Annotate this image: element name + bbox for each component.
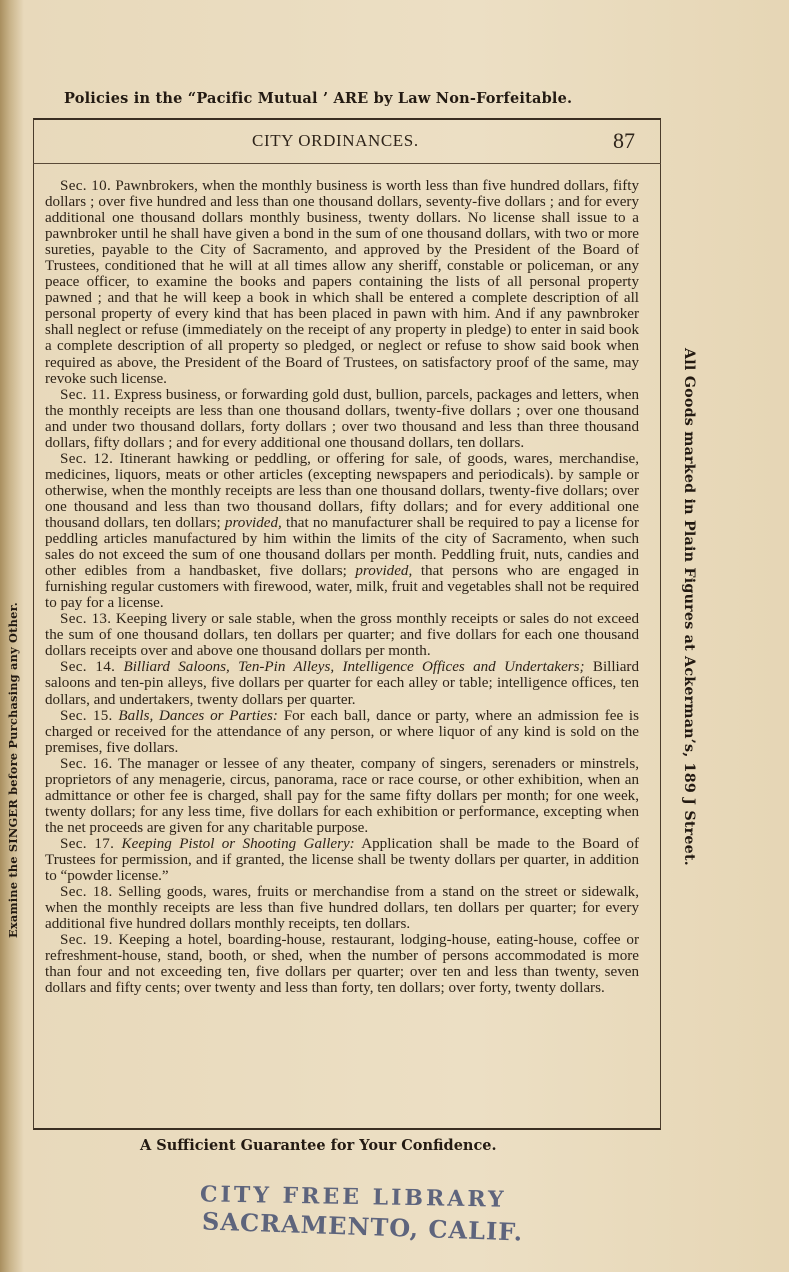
section-label: Sec. 17.: [60, 835, 115, 852]
section-text: Keeping a hotel, boarding-house, restaurant, lodging-house, eating-house, coffee or refreshment-house, stand, booth, or shed, when the number of persons accommodated is more than four and not exceeding ten, five dollars per quarter; over ten and less than twenty, seven dollars and fifty cents; over twenty and less than forty, ten dollars; over forty, twenty dollars.: [45, 932, 640, 997]
section-label: Sec. 10.: [60, 178, 112, 194]
library-stamp: [196, 1182, 536, 1262]
section-label: Sec. 18.: [60, 884, 113, 901]
provided-italic: provided,: [224, 514, 282, 531]
section-16: [45, 756, 639, 836]
section-10: [45, 178, 639, 387]
section-11: [45, 387, 639, 451]
section-text: Keeping livery or sale stable, when the gross monthly receipts or sales do not exceed the sum of one thousand dollars, ten dollars per quarter; and five dollars for each one thousand dollars receipts over and above one thousand dollars per month.: [45, 611, 639, 660]
left-margin-advertisement: [6, 378, 28, 938]
section-18: [45, 884, 639, 932]
section-label: Sec. 16.: [60, 755, 113, 772]
section-label: Sec. 12.: [60, 450, 114, 467]
stamp-line-1: CITY FREE LIBRARY: [199, 1181, 507, 1213]
page-number: 87: [613, 128, 635, 153]
stamp-line-2: SACRAMENTO, CALIF.: [201, 1206, 524, 1247]
left-advertisement-text: Examine the SINGER before Purchasing any Other.: [6, 602, 20, 938]
section-title: Billiard Saloons, Ten-Pin Alleys, Intelligence Offices and Undertakers;: [123, 659, 585, 676]
section-text: Express business, or forwarding gold dust, bullion, parcels, packages and letters, when the monthly receipts are less than one thousand dollars, twenty-five dollars ; over one thousand and under two thousand dollars, forty dollars ; over two thousand and less than three thousand dollars, fifty dollars ; and for every additional one thousand dollars, ten dollars.: [45, 386, 639, 451]
section-13: [45, 611, 639, 659]
section-15: [45, 708, 639, 756]
section-label: Sec. 15.: [60, 707, 113, 724]
section-text: Selling goods, wares, fruits or merchandise from a stand on the street or sidewalk, when the monthly receipts are less than five hundred dollars, ten dollars per quarter; for every additional five hundred dollars monthly receipts, ten dollars.: [45, 884, 639, 933]
running-head: CITY ORDINANCES.: [252, 131, 419, 150]
section-text: The manager or lessee of any theater, company of singers, serenaders or minstrels, proprietors of any menagerie, circus, panorama, race or race course, or other exhibition, when an admittance or other fee is charged, shall pay for the same fifty dollars per month; for one week, twenty dollars; for any less time, five dollars for each exhibition or performance, excepting when the net proceeds are given for any charitable purpose.: [45, 755, 639, 836]
section-12: [45, 451, 639, 611]
section-19: [45, 932, 639, 996]
section-text: Application shall be made to the Board of Trustees for permission, and if granted, the license shall be twenty dollars per quarter, in addition to “powder license.”: [45, 835, 639, 885]
ordinance-text: [45, 178, 639, 996]
bottom-advertisement: A Sufficient Guarantee for Your Confidence.: [140, 1137, 497, 1154]
section-text: Pawnbrokers, when the monthly business is worth less than five hundred dollars, fifty dollars ; over five hundred and less than one thousand dollars, seventy-five dollars ; and for every additional one thousand dollars monthly business, twenty dollars. No license shall issue to a pawnbroker until he shall have given a bond in the sum of one thousand dollars, with two or more sureties, payable to the City of Sacramento, and approved by the President of the Board of Trustees, conditioned that he will at all times allow any sheriff, constable or policeman, or any peace officer, to examine the books and papers containing the lists of all personal property pawned ; and that he will keep a book in which shall be entered a complete description of all personal property of every kind that has been placed in pawn with him. And if any pawnbroker shall neglect or refuse (immediately on the receipt of any property in pledge) to enter in said book a complete description of all property so pledged, or neglect or refuse to show said book when required as above, the President of the Board of Trustees, on satisfactory proof of the same, may revoke such license.: [45, 178, 640, 387]
section-title: Keeping Pistol or Shooting Gallery:: [121, 835, 355, 852]
section-17: [45, 836, 639, 884]
right-advertisement-text: All Goods marked in Plain Figures at Ackerman’s, 189 J Street.: [681, 348, 697, 866]
section-label: Sec. 13.: [60, 611, 112, 628]
section-label: Sec. 14.: [60, 659, 116, 676]
section-14: [45, 659, 639, 707]
section-label: Sec. 11.: [60, 386, 111, 403]
top-advertisement: Policies in the “Pacific Mutual ’ ARE by Law Non-Forfeitable.: [64, 90, 573, 107]
section-text: Itinerant hawking or peddling, or offering for sale, of goods, wares, merchandise, medicines, liquors, meats or other articles (excepting newspapers and periodicals). by sample or otherwise, when the monthly receipts are less than one thousand dollars, twenty-five dollars; over one thousand and less than two thousand dollars, fifty dollars; and for every additional one thousand dollars, ten dollars;: [45, 450, 640, 531]
section-text: that persons who are engaged in furnishing regular customers with firewood, water, milk, fruit and vegetables shall not be required to pay for a license.: [45, 563, 639, 612]
section-text: Billiard saloons and ten-pin alleys, five dollars per quarter for each alley or table; intelligence offices, ten dollars, and undertakers, twenty dollars per quarter.: [45, 659, 640, 708]
section-label: Sec. 19.: [60, 932, 113, 949]
provided-italic: provided,: [355, 563, 413, 580]
section-text: that no manufacturer shall be required to pay a license for peddling articles manufactured by him within the limits of the city of Sacramento, when such sales do not exceed the sum of one thousand dollars per month. Peddling fruit, nuts, candies and other edibles from a handbasket, five dollars;: [45, 514, 640, 580]
section-title: Balls, Dances or Parties:: [118, 707, 278, 724]
section-text: For each ball, dance or party, where an admission fee is charged or received for the attendance of any person, or where liquor of any kind is sold on the premises, five dollars.: [45, 707, 639, 756]
right-margin-advertisement: [676, 348, 698, 908]
header-rule: [33, 163, 661, 164]
